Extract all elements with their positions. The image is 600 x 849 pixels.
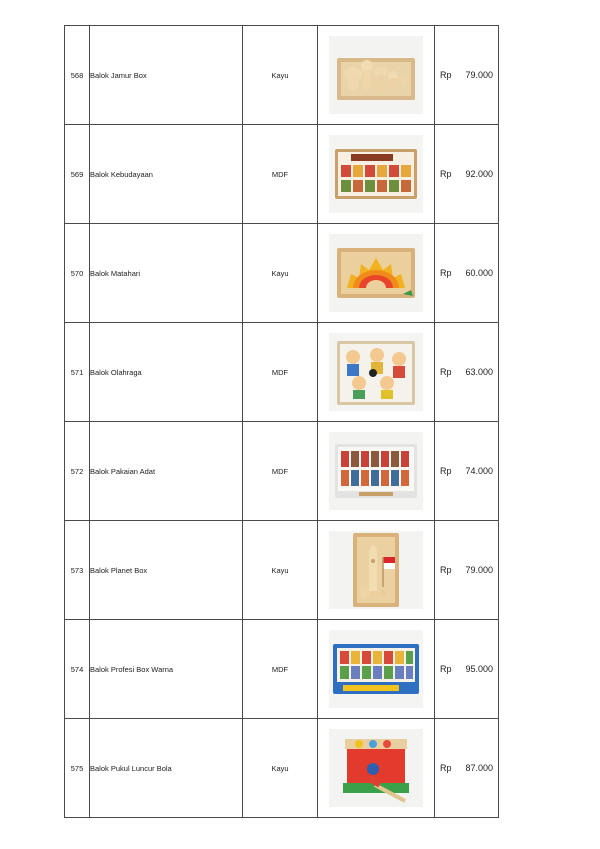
currency-label: Rp <box>440 70 452 80</box>
profession-block-box-photo <box>329 630 423 708</box>
currency-label: Rp <box>440 664 452 674</box>
hammer-ball-drop-toy-photo <box>329 729 423 807</box>
traditional-clothing-block-box-photo <box>329 432 423 510</box>
table-row <box>65 422 499 521</box>
product-number: 572 <box>65 422 90 521</box>
currency-label: Rp <box>440 268 452 278</box>
currency-label: Rp <box>440 466 452 476</box>
product-price: 79.000 <box>465 565 493 575</box>
table-row <box>65 125 499 224</box>
product-price: 87.000 <box>465 763 493 773</box>
sun-rainbow-block-photo <box>329 234 423 312</box>
planet-rocket-block-box-photo <box>329 531 423 609</box>
product-price: 60.000 <box>465 268 493 278</box>
product-material: Kayu <box>243 224 318 323</box>
table-row <box>65 719 499 818</box>
table-row <box>65 224 499 323</box>
mushroom-block-box-photo <box>329 36 423 114</box>
product-number: 571 <box>65 323 90 422</box>
sports-block-box-photo <box>329 333 423 411</box>
product-number: 575 <box>65 719 90 818</box>
product-price: 79.000 <box>465 70 493 80</box>
table-row <box>65 323 499 422</box>
currency-label: Rp <box>440 565 452 575</box>
product-material: MDF <box>243 323 318 422</box>
product-number: 573 <box>65 521 90 620</box>
product-material: Kayu <box>243 26 318 125</box>
product-name: Balok Jamur Box <box>90 26 243 125</box>
table-row <box>65 26 499 125</box>
product-name: Balok Kebudayaan <box>90 125 243 224</box>
product-table <box>64 25 499 818</box>
product-number: 570 <box>65 224 90 323</box>
product-price: 92.000 <box>465 169 493 179</box>
product-number: 569 <box>65 125 90 224</box>
product-name: Balok Olahraga <box>90 323 243 422</box>
product-name: Balok Matahari <box>90 224 243 323</box>
product-price: 74.000 <box>465 466 493 476</box>
culture-block-box-photo <box>329 135 423 213</box>
product-number: 574 <box>65 620 90 719</box>
table-row <box>65 521 499 620</box>
product-price: 95.000 <box>465 664 493 674</box>
product-price: 63.000 <box>465 367 493 377</box>
product-name: Balok Pukul Luncur Bola <box>90 719 243 818</box>
product-material: MDF <box>243 422 318 521</box>
product-name: Balok Pakaian Adat <box>90 422 243 521</box>
currency-label: Rp <box>440 367 452 377</box>
product-material: MDF <box>243 620 318 719</box>
currency-label: Rp <box>440 169 452 179</box>
table-row <box>65 620 499 719</box>
product-material: Kayu <box>243 521 318 620</box>
product-material: Kayu <box>243 719 318 818</box>
currency-label: Rp <box>440 763 452 773</box>
product-number: 568 <box>65 26 90 125</box>
product-material: MDF <box>243 125 318 224</box>
product-name: Balok Profesi Box Warna <box>90 620 243 719</box>
product-name: Balok Planet Box <box>90 521 243 620</box>
